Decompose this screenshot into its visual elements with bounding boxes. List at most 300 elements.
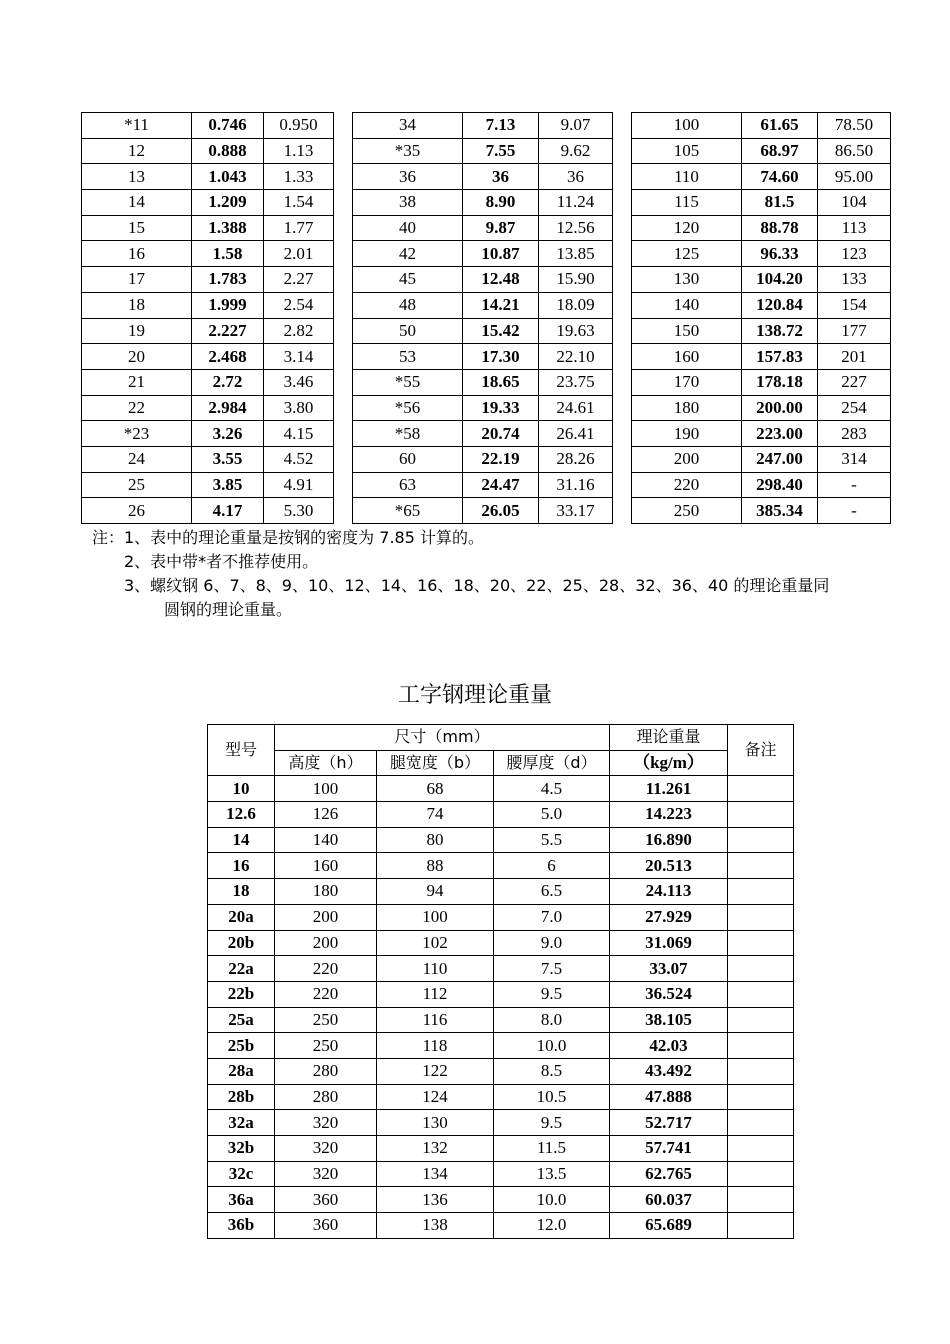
height-cell: 160	[275, 853, 377, 879]
table-row	[82, 215, 891, 241]
column-gap	[613, 267, 632, 293]
section-cell: 4.15	[264, 421, 334, 447]
diameter-cell: 200	[632, 446, 742, 472]
weight-cell: 14.21	[463, 292, 539, 318]
web-thickness-cell: 8.5	[494, 1058, 610, 1084]
remark-cell	[728, 1161, 794, 1187]
section-cell: 314	[818, 446, 891, 472]
diameter-cell: 130	[632, 267, 742, 293]
diameter-cell: 20	[82, 344, 192, 370]
column-gap	[613, 318, 632, 344]
weight-cell: 24.113	[610, 879, 728, 905]
flange-width-cell: 130	[377, 1110, 494, 1136]
column-gap	[334, 113, 353, 139]
web-thickness-cell: 9.5	[494, 981, 610, 1007]
section-cell: 19.63	[539, 318, 613, 344]
diameter-cell: 250	[632, 498, 742, 524]
height-cell: 180	[275, 879, 377, 905]
weight-cell: 27.929	[610, 904, 728, 930]
weight-cell: 19.33	[463, 395, 539, 421]
diameter-cell: 40	[353, 215, 463, 241]
i-beam-table-body	[208, 776, 794, 1238]
weight-cell: 22.19	[463, 446, 539, 472]
diameter-cell: 190	[632, 421, 742, 447]
table-row	[208, 981, 794, 1007]
column-gap	[613, 446, 632, 472]
note-1: 注：1、表中的理论重量是按钢的密度为 7.85 计算的。	[92, 528, 484, 547]
column-gap	[334, 164, 353, 190]
diameter-cell: 14	[82, 190, 192, 216]
diameter-cell: 50	[353, 318, 463, 344]
weight-cell: 2.984	[192, 395, 264, 421]
section-cell: 154	[818, 292, 891, 318]
remark-cell	[728, 1058, 794, 1084]
weight-cell: 14.223	[610, 802, 728, 828]
section-cell: 28.26	[539, 446, 613, 472]
model-cell: 22b	[208, 981, 275, 1007]
web-thickness-cell: 12.0	[494, 1213, 610, 1239]
height-cell: 280	[275, 1058, 377, 1084]
column-gap	[613, 498, 632, 524]
diameter-cell: 16	[82, 241, 192, 267]
remark-cell	[728, 930, 794, 956]
column-gap	[613, 344, 632, 370]
web-thickness-cell: 10.0	[494, 1033, 610, 1059]
remark-cell	[728, 904, 794, 930]
web-thickness-cell: 6	[494, 853, 610, 879]
flange-width-cell: 74	[377, 802, 494, 828]
table-row	[82, 113, 891, 139]
weight-cell: 3.26	[192, 421, 264, 447]
note-3: 3、螺纹钢 6、7、8、9、10、12、14、16、18、20、22、25、28、32、36、40 的理论重量同	[124, 576, 830, 595]
diameter-cell: 45	[353, 267, 463, 293]
web-thickness-cell: 9.5	[494, 1110, 610, 1136]
section-cell: 227	[818, 369, 891, 395]
weight-cell: 57.741	[610, 1136, 728, 1162]
flange-width-cell: 134	[377, 1161, 494, 1187]
flange-width-cell: 102	[377, 930, 494, 956]
column-gap	[613, 164, 632, 190]
web-thickness-cell: 5.0	[494, 802, 610, 828]
web-thickness-cell: 7.5	[494, 956, 610, 982]
diameter-cell: *65	[353, 498, 463, 524]
column-gap	[334, 395, 353, 421]
web-thickness-cell: 8.0	[494, 1007, 610, 1033]
remark-cell	[728, 776, 794, 802]
section-cell: 1.54	[264, 190, 334, 216]
weight-cell: 26.05	[463, 498, 539, 524]
section-cell: 33.17	[539, 498, 613, 524]
table-row	[208, 776, 794, 802]
weight-cell: 81.5	[742, 190, 818, 216]
model-cell: 18	[208, 879, 275, 905]
flange-width-cell: 88	[377, 853, 494, 879]
model-cell: 12.6	[208, 802, 275, 828]
column-gap	[613, 241, 632, 267]
model-cell: 20b	[208, 930, 275, 956]
table-row	[82, 472, 891, 498]
table-row	[208, 802, 794, 828]
flange-width-cell: 100	[377, 904, 494, 930]
model-cell: 20a	[208, 904, 275, 930]
model-cell: 32c	[208, 1161, 275, 1187]
weight-cell: 74.60	[742, 164, 818, 190]
section-cell: 24.61	[539, 395, 613, 421]
weight-cell: 4.17	[192, 498, 264, 524]
flange-width-cell: 136	[377, 1187, 494, 1213]
remark-cell	[728, 1033, 794, 1059]
diameter-cell: 140	[632, 292, 742, 318]
table-row	[208, 1058, 794, 1084]
height-cell: 200	[275, 930, 377, 956]
section-cell: -	[818, 498, 891, 524]
section-cell: 283	[818, 421, 891, 447]
weight-cell: 138.72	[742, 318, 818, 344]
diameter-cell: *56	[353, 395, 463, 421]
column-gap	[613, 292, 632, 318]
column-gap	[334, 215, 353, 241]
i-beam-title: 工字钢理论重量	[397, 683, 552, 708]
flange-width-cell: 116	[377, 1007, 494, 1033]
table-row	[208, 1084, 794, 1110]
weight-cell: 200.00	[742, 395, 818, 421]
model-cell: 25b	[208, 1033, 275, 1059]
section-cell: 86.50	[818, 138, 891, 164]
weight-cell: 1.043	[192, 164, 264, 190]
height-cell: 250	[275, 1033, 377, 1059]
column-gap	[613, 215, 632, 241]
diameter-cell: 150	[632, 318, 742, 344]
column-gap	[334, 138, 353, 164]
section-cell: 123	[818, 241, 891, 267]
section-cell: 2.82	[264, 318, 334, 344]
table-row	[82, 344, 891, 370]
height-cell: 360	[275, 1187, 377, 1213]
model-cell: 10	[208, 776, 275, 802]
weight-cell: 33.07	[610, 956, 728, 982]
diameter-cell: 220	[632, 472, 742, 498]
height-cell: 220	[275, 981, 377, 1007]
web-thickness-cell: 13.5	[494, 1161, 610, 1187]
section-cell: 104	[818, 190, 891, 216]
remark-cell	[728, 1187, 794, 1213]
weight-cell: 36	[463, 164, 539, 190]
table-row	[82, 446, 891, 472]
model-cell: 25a	[208, 1007, 275, 1033]
column-gap	[334, 318, 353, 344]
weight-cell: 298.40	[742, 472, 818, 498]
section-cell: 4.91	[264, 472, 334, 498]
weight-cell: 157.83	[742, 344, 818, 370]
column-gap	[613, 472, 632, 498]
table-row	[208, 1033, 794, 1059]
column-gap	[613, 113, 632, 139]
weight-cell: 12.48	[463, 267, 539, 293]
weight-cell: 11.261	[610, 776, 728, 802]
section-cell: 2.54	[264, 292, 334, 318]
web-thickness-cell: 10.0	[494, 1187, 610, 1213]
model-cell: 36a	[208, 1187, 275, 1213]
web-thickness-cell: 9.0	[494, 930, 610, 956]
section-cell: 95.00	[818, 164, 891, 190]
weight-cell: 10.87	[463, 241, 539, 267]
column-gap	[613, 190, 632, 216]
header-model: 型号	[208, 725, 275, 776]
model-cell: 28b	[208, 1084, 275, 1110]
web-thickness-cell: 6.5	[494, 879, 610, 905]
diameter-cell: *11	[82, 113, 192, 139]
diameter-cell: 36	[353, 164, 463, 190]
diameter-cell: 100	[632, 113, 742, 139]
diameter-cell: 12	[82, 138, 192, 164]
weight-cell: 3.85	[192, 472, 264, 498]
table-row	[82, 164, 891, 190]
remark-cell	[728, 981, 794, 1007]
table-row	[208, 879, 794, 905]
flange-width-cell: 122	[377, 1058, 494, 1084]
weight-cell: 43.492	[610, 1058, 728, 1084]
diameter-cell: 17	[82, 267, 192, 293]
table-row	[208, 1187, 794, 1213]
table-row	[82, 292, 891, 318]
round-steel-weight-table	[81, 112, 891, 524]
diameter-cell: 180	[632, 395, 742, 421]
weight-cell: 68.97	[742, 138, 818, 164]
weight-cell: 1.783	[192, 267, 264, 293]
remark-cell	[728, 1110, 794, 1136]
diameter-cell: 15	[82, 215, 192, 241]
model-cell: 28a	[208, 1058, 275, 1084]
height-cell: 100	[275, 776, 377, 802]
header-remark: 备注	[728, 725, 794, 776]
column-gap	[334, 267, 353, 293]
section-cell: 254	[818, 395, 891, 421]
remark-cell	[728, 1136, 794, 1162]
weight-cell: 17.30	[463, 344, 539, 370]
weight-cell: 42.03	[610, 1033, 728, 1059]
diameter-cell: 18	[82, 292, 192, 318]
section-cell: 11.24	[539, 190, 613, 216]
section-cell: 23.75	[539, 369, 613, 395]
section-cell: 26.41	[539, 421, 613, 447]
section-cell: 133	[818, 267, 891, 293]
height-cell: 200	[275, 904, 377, 930]
table-row	[208, 1213, 794, 1239]
diameter-cell: 63	[353, 472, 463, 498]
table-row	[208, 904, 794, 930]
height-cell: 320	[275, 1110, 377, 1136]
column-gap	[334, 344, 353, 370]
weight-cell: 120.84	[742, 292, 818, 318]
header-size: 尺寸（mm）	[275, 725, 610, 751]
diameter-cell: 22	[82, 395, 192, 421]
header-weight-unit: （kg/m）	[610, 750, 728, 776]
web-thickness-cell: 10.5	[494, 1084, 610, 1110]
section-cell: 9.62	[539, 138, 613, 164]
section-cell: 1.33	[264, 164, 334, 190]
remark-cell	[728, 1084, 794, 1110]
weight-cell: 18.65	[463, 369, 539, 395]
weight-cell: 31.069	[610, 930, 728, 956]
section-cell: 22.10	[539, 344, 613, 370]
weight-cell: 9.87	[463, 215, 539, 241]
diameter-cell: 60	[353, 446, 463, 472]
i-beam-weight-table	[207, 724, 794, 1239]
table-row	[208, 853, 794, 879]
weight-cell: 20.513	[610, 853, 728, 879]
table-row	[208, 930, 794, 956]
table-row	[82, 241, 891, 267]
diameter-cell: 24	[82, 446, 192, 472]
diameter-cell: 125	[632, 241, 742, 267]
table-row	[208, 1161, 794, 1187]
remark-cell	[728, 956, 794, 982]
section-cell: 2.27	[264, 267, 334, 293]
height-cell: 126	[275, 802, 377, 828]
weight-cell: 3.55	[192, 446, 264, 472]
table-row	[82, 267, 891, 293]
column-gap	[334, 369, 353, 395]
column-gap	[613, 395, 632, 421]
section-cell: -	[818, 472, 891, 498]
diameter-cell: 25	[82, 472, 192, 498]
note-2: 2、表中带*者不推荐使用。	[124, 552, 319, 571]
column-gap	[334, 241, 353, 267]
height-cell: 320	[275, 1161, 377, 1187]
section-cell: 31.16	[539, 472, 613, 498]
diameter-cell: 120	[632, 215, 742, 241]
remark-cell	[728, 879, 794, 905]
table-row	[82, 395, 891, 421]
weight-cell: 1.999	[192, 292, 264, 318]
flange-width-cell: 132	[377, 1136, 494, 1162]
table-row	[82, 138, 891, 164]
weight-cell: 2.72	[192, 369, 264, 395]
diameter-cell: 21	[82, 369, 192, 395]
diameter-cell: *35	[353, 138, 463, 164]
weight-cell: 36.524	[610, 981, 728, 1007]
model-cell: 32a	[208, 1110, 275, 1136]
model-cell: 16	[208, 853, 275, 879]
diameter-cell: 26	[82, 498, 192, 524]
diameter-cell: 115	[632, 190, 742, 216]
flange-width-cell: 80	[377, 827, 494, 853]
table-row	[208, 827, 794, 853]
height-cell: 220	[275, 956, 377, 982]
table-row	[82, 318, 891, 344]
remark-cell	[728, 827, 794, 853]
weight-cell: 24.47	[463, 472, 539, 498]
web-thickness-cell: 4.5	[494, 776, 610, 802]
column-gap	[334, 472, 353, 498]
section-cell: 18.09	[539, 292, 613, 318]
flange-width-cell: 112	[377, 981, 494, 1007]
weight-cell: 16.890	[610, 827, 728, 853]
section-cell: 3.80	[264, 395, 334, 421]
table-row	[82, 421, 891, 447]
column-gap	[334, 190, 353, 216]
section-cell: 3.46	[264, 369, 334, 395]
section-cell: 9.07	[539, 113, 613, 139]
table-row	[82, 498, 891, 524]
diameter-cell: 160	[632, 344, 742, 370]
height-cell: 140	[275, 827, 377, 853]
weight-cell: 1.388	[192, 215, 264, 241]
height-cell: 360	[275, 1213, 377, 1239]
table-row	[208, 1007, 794, 1033]
diameter-cell: 42	[353, 241, 463, 267]
header-weight: 理论重量	[610, 725, 728, 751]
diameter-cell: 13	[82, 164, 192, 190]
weight-cell: 38.105	[610, 1007, 728, 1033]
flange-width-cell: 124	[377, 1084, 494, 1110]
section-cell: 2.01	[264, 241, 334, 267]
weight-cell: 1.58	[192, 241, 264, 267]
diameter-cell: 170	[632, 369, 742, 395]
section-cell: 1.13	[264, 138, 334, 164]
weight-cell: 0.888	[192, 138, 264, 164]
weight-cell: 178.18	[742, 369, 818, 395]
remark-cell	[728, 853, 794, 879]
weight-cell: 96.33	[742, 241, 818, 267]
section-cell: 201	[818, 344, 891, 370]
height-cell: 280	[275, 1084, 377, 1110]
section-cell: 15.90	[539, 267, 613, 293]
section-cell: 113	[818, 215, 891, 241]
remark-cell	[728, 802, 794, 828]
diameter-cell: 105	[632, 138, 742, 164]
weight-cell: 0.746	[192, 113, 264, 139]
header-web-thickness: 腰厚度（d）	[494, 750, 610, 776]
weight-cell: 385.34	[742, 498, 818, 524]
weight-cell: 62.765	[610, 1161, 728, 1187]
weight-cell: 2.227	[192, 318, 264, 344]
weight-cell: 61.65	[742, 113, 818, 139]
web-thickness-cell: 7.0	[494, 904, 610, 930]
weight-cell: 223.00	[742, 421, 818, 447]
note-3-continued: 圆钢的理论重量。	[164, 600, 293, 619]
weight-cell: 15.42	[463, 318, 539, 344]
diameter-cell: 38	[353, 190, 463, 216]
table-row	[82, 190, 891, 216]
remark-cell	[728, 1007, 794, 1033]
flange-width-cell: 138	[377, 1213, 494, 1239]
section-cell: 13.85	[539, 241, 613, 267]
diameter-cell: 53	[353, 344, 463, 370]
weight-cell: 8.90	[463, 190, 539, 216]
section-cell: 1.77	[264, 215, 334, 241]
model-cell: 22a	[208, 956, 275, 982]
height-cell: 320	[275, 1136, 377, 1162]
section-cell: 4.52	[264, 446, 334, 472]
remark-cell	[728, 1213, 794, 1239]
diameter-cell: *23	[82, 421, 192, 447]
weight-cell: 7.13	[463, 113, 539, 139]
table-row	[82, 369, 891, 395]
flange-width-cell: 94	[377, 879, 494, 905]
header-height: 高度（h）	[275, 750, 377, 776]
diameter-cell: *55	[353, 369, 463, 395]
weight-cell: 60.037	[610, 1187, 728, 1213]
weight-cell: 1.209	[192, 190, 264, 216]
table-row	[208, 956, 794, 982]
column-gap	[613, 369, 632, 395]
column-gap	[334, 292, 353, 318]
section-cell: 5.30	[264, 498, 334, 524]
column-gap	[613, 138, 632, 164]
diameter-cell: 110	[632, 164, 742, 190]
flange-width-cell: 118	[377, 1033, 494, 1059]
